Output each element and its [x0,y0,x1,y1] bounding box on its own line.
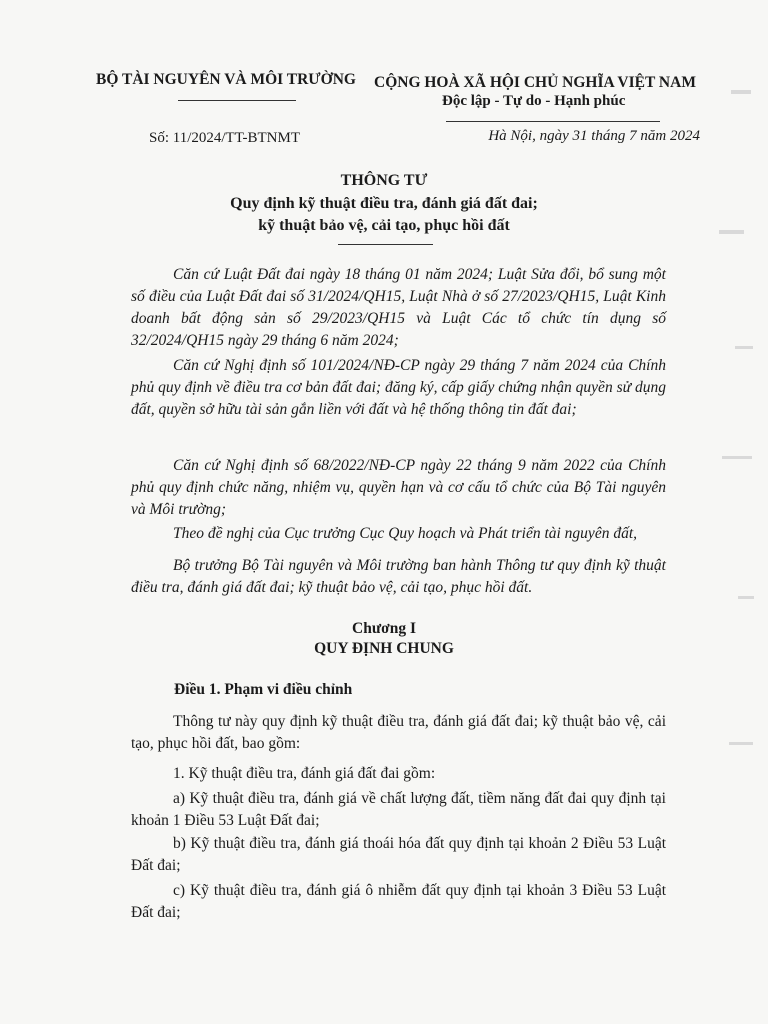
title-rule [338,244,433,245]
preamble-paragraph: Căn cứ Luật Đất đai ngày 18 tháng 01 năm 2024; Luật Sửa đổi, bổ sung một số điều của Luật Đất đai số 31/2024/QH15, Luật Nhà ở số 27/2023/QH15, Luật Kinh doanh bất động sản số 29/2023/QH15 và Luật Các tổ chức tín dụng số 32/2024/QH15 ngày 29 tháng 6 năm 2024; [131,266,666,349]
article-paragraph: 1. Kỹ thuật điều tra, đánh giá đất đai gồm: [173,765,436,782]
article-paragraph: c) Kỹ thuật điều tra, đánh giá ô nhiễm đất quy định tại khoản 3 Điều 53 Luật Đất đai; [131,882,666,921]
motto: Độc lập - Tự do - Hạnh phúc [442,93,626,109]
preamble-paragraph: Căn cứ Nghị định số 68/2022/NĐ-CP ngày 22 tháng 9 năm 2022 của Chính phủ quy định chức năng, nhiệm vụ, quyền hạn và cơ cấu tổ chức của Bộ Tài nguyên và Môi trường; [131,457,666,518]
scan-mark [729,742,753,745]
article-paragraph: b) Kỹ thuật điều tra, đánh giá thoái hóa đất quy định tại khoản 2 Điều 53 Luật Đất đai; [131,835,666,874]
scan-mark [722,456,752,459]
article-paragraph: a) Kỹ thuật điều tra, đánh giá về chất lượng đất, tiềm năng đất đai quy định tại khoản 1 Điều 53 Luật Đất đai; [131,790,666,829]
preamble-paragraph: Theo đề nghị của Cục trưởng Cục Quy hoạch và Phát triển tài nguyên đất, [173,525,638,542]
title-line-1: Quy định kỹ thuật điều tra, đánh giá đất đai; [230,195,538,212]
title-line-2: kỹ thuật bảo vệ, cải tạo, phục hồi đất [258,217,510,234]
document-number: Số: 11/2024/TT-BTNMT [149,130,300,146]
country-header [374,74,704,110]
country-name: CỘNG HOÀ XÃ HỘI CHỦ NGHĨA VIỆT NAM [374,74,696,91]
chapter-title: QUY ĐỊNH CHUNG [314,640,454,657]
motto-underline [446,121,660,122]
preamble-paragraph: Bộ trưởng Bộ Tài nguyên và Môi trường ban hành Thông tư quy định kỹ thuật điều tra, đánh giá đất đai; kỹ thuật bảo vệ, cải tạo, phục hồi đất. [131,557,666,596]
scan-mark [719,230,744,234]
article-title: Điều 1. Phạm vi điều chỉnh [174,681,353,698]
preamble-paragraph: Căn cứ Nghị định số 101/2024/NĐ-CP ngày 29 tháng 7 năm 2024 của Chính phủ quy định về điều tra cơ bản đất đai; đăng ký, cấp giấy chứng nhận quyền sử dụng đất, quyền sở hữu tài sản gắn liền với đất và hệ thống thông tin đất đai; [131,357,666,418]
scan-mark [731,90,751,94]
scan-mark [735,346,753,349]
chapter-label: Chương I [352,620,416,637]
ministry-underline [178,100,296,101]
ministry-name: BỘ TÀI NGUYÊN VÀ MÔI TRƯỜNG [96,71,356,88]
article-paragraph: Thông tư này quy định kỹ thuật điều tra, đánh giá đất đai; kỹ thuật bảo vệ, cải tạo, phục hồi đất, bao gồm: [131,713,666,752]
document-date: Hà Nội, ngày 31 tháng 7 năm 2024 [488,128,700,144]
document-type: THÔNG TƯ [340,172,428,189]
scan-mark [738,596,754,599]
